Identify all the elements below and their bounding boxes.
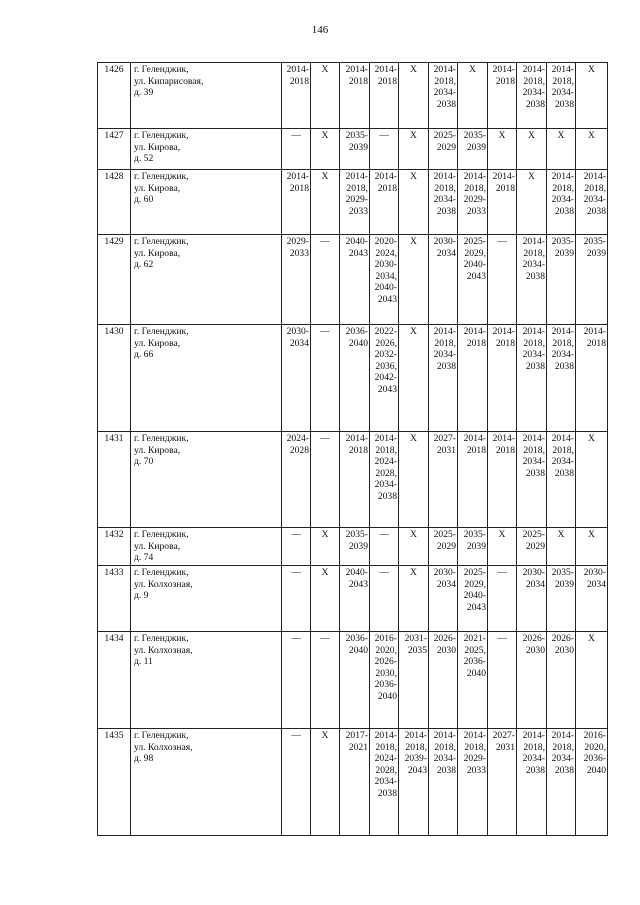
- schedule-cell: —: [370, 566, 399, 632]
- schedule-cell: 2025- 2029, 2040- 2043: [458, 566, 488, 632]
- repair-schedule-table: [97, 62, 608, 836]
- table-body: [98, 63, 608, 836]
- schedule-cell: X: [311, 729, 340, 836]
- schedule-cell: —: [311, 632, 340, 729]
- schedule-cell: X: [399, 566, 429, 632]
- schedule-cell: 2014- 2018, 2034- 2038: [429, 170, 458, 235]
- address-line: д. 74: [134, 552, 154, 564]
- schedule-cell: 2030- 2034: [576, 566, 608, 632]
- address-line: д. 70: [134, 456, 154, 468]
- address-cell: [131, 729, 282, 836]
- schedule-cell: 2014- 2018, 2034- 2038: [547, 63, 576, 129]
- schedule-cell: —: [488, 632, 517, 729]
- address-line: г. Геленджик,: [134, 633, 189, 644]
- schedule-cell: 2014- 2018, 2034- 2038: [547, 729, 576, 836]
- address-cell: [131, 566, 282, 632]
- schedule-cell: X: [399, 432, 429, 528]
- table-row: [98, 632, 608, 729]
- schedule-cell: 2014- 2018, 2029- 2033: [340, 170, 370, 235]
- schedule-cell: 2035- 2039: [547, 235, 576, 325]
- schedule-cell: 2030- 2034: [282, 325, 311, 432]
- page-number: 146: [311, 24, 329, 36]
- address-cell: [131, 632, 282, 729]
- address-line: ул. Кирова,: [134, 444, 181, 456]
- schedule-cell: 2026- 2030: [517, 632, 547, 729]
- schedule-cell: —: [488, 235, 517, 325]
- schedule-cell: 2014- 2018, 2029- 2033: [458, 170, 488, 235]
- schedule-cell: X: [488, 528, 517, 566]
- schedule-cell: —: [282, 729, 311, 836]
- address-line: д. 39: [134, 87, 154, 99]
- schedule-cell: X: [311, 170, 340, 235]
- schedule-cell: 2022- 2026, 2032- 2036, 2042- 2043: [370, 325, 399, 432]
- schedule-cell: 2035- 2039: [458, 129, 488, 170]
- address-line: г. Геленджик,: [134, 326, 189, 337]
- schedule-cell: 2014- 2018: [488, 325, 517, 432]
- schedule-cell: X: [399, 170, 429, 235]
- schedule-cell: 2026- 2030: [429, 632, 458, 729]
- schedule-cell: 2030- 2034: [429, 235, 458, 325]
- address-line: д. 52: [134, 153, 154, 165]
- address-line: г. Геленджик,: [134, 64, 189, 75]
- schedule-cell: 2014- 2018: [282, 170, 311, 235]
- schedule-cell: 2040- 2043: [340, 235, 370, 325]
- schedule-cell: X: [311, 63, 340, 129]
- table-row: [98, 566, 608, 632]
- schedule-cell: 2014- 2018: [576, 325, 608, 432]
- schedule-cell: 2030- 2034: [517, 566, 547, 632]
- schedule-cell: 2040- 2043: [340, 566, 370, 632]
- table-row: [98, 63, 608, 129]
- address-line: г. Геленджик,: [134, 171, 189, 182]
- schedule-cell: 2029- 2033: [282, 235, 311, 325]
- schedule-cell: 2014- 2018, 2034- 2038: [429, 63, 458, 129]
- table-row: [98, 729, 608, 836]
- schedule-cell: 2025- 2029: [429, 528, 458, 566]
- schedule-cell: —: [282, 129, 311, 170]
- schedule-cell: 2027- 2031: [488, 729, 517, 836]
- row-number: 1426: [98, 63, 131, 129]
- schedule-cell: 2014- 2018, 2034- 2038: [517, 63, 547, 129]
- schedule-cell: X: [517, 129, 547, 170]
- address-line: ул. Кирова,: [134, 540, 181, 552]
- address-line: г. Геленджик,: [134, 433, 189, 444]
- schedule-cell: 2024- 2028: [282, 432, 311, 528]
- schedule-cell: X: [399, 63, 429, 129]
- schedule-cell: 2035- 2039: [576, 235, 608, 325]
- schedule-cell: 2014- 2018: [282, 63, 311, 129]
- schedule-cell: 2020- 2024, 2030- 2034, 2040- 2043: [370, 235, 399, 325]
- schedule-cell: —: [282, 632, 311, 729]
- schedule-cell: X: [311, 129, 340, 170]
- table-row: [98, 129, 608, 170]
- schedule-cell: 2014- 2018: [488, 432, 517, 528]
- schedule-cell: 2014- 2018, 2034- 2038: [576, 170, 608, 235]
- schedule-cell: —: [282, 528, 311, 566]
- schedule-cell: —: [311, 325, 340, 432]
- schedule-cell: 2025- 2029, 2040- 2043: [458, 235, 488, 325]
- address-line: д. 11: [134, 656, 153, 668]
- address-line: ул. Кирова,: [134, 141, 181, 153]
- schedule-cell: 2030- 2034: [429, 566, 458, 632]
- address-cell: [131, 325, 282, 432]
- schedule-cell: X: [399, 325, 429, 432]
- schedule-cell: X: [311, 566, 340, 632]
- table-row: [98, 235, 608, 325]
- row-number: 1431: [98, 432, 131, 528]
- schedule-cell: 2014- 2018, 2029- 2033: [458, 729, 488, 836]
- address-line: ул. Кирова,: [134, 247, 181, 259]
- schedule-cell: X: [547, 528, 576, 566]
- schedule-cell: X: [399, 129, 429, 170]
- schedule-cell: 2014- 2018, 2034- 2038: [429, 325, 458, 432]
- address-line: г. Геленджик,: [134, 567, 189, 578]
- schedule-cell: X: [458, 63, 488, 129]
- schedule-cell: X: [311, 528, 340, 566]
- row-number: 1430: [98, 325, 131, 432]
- schedule-cell: X: [576, 528, 608, 566]
- schedule-cell: 2014- 2018: [458, 325, 488, 432]
- table-row: [98, 170, 608, 235]
- schedule-cell: X: [576, 632, 608, 729]
- schedule-cell: 2016- 2020, 2026- 2030, 2036- 2040: [370, 632, 399, 729]
- schedule-cell: X: [576, 432, 608, 528]
- row-number: 1428: [98, 170, 131, 235]
- schedule-cell: 2014- 2018: [488, 170, 517, 235]
- schedule-cell: 2036- 2040: [340, 325, 370, 432]
- schedule-cell: 2014- 2018: [458, 432, 488, 528]
- schedule-cell: 2014- 2018, 2024- 2028, 2034- 2038: [370, 432, 399, 528]
- address-line: д. 62: [134, 259, 154, 271]
- schedule-cell: 2014- 2018, 2034- 2038: [517, 235, 547, 325]
- address-line: ул. Кипарисовая,: [134, 75, 204, 87]
- schedule-cell: 2014- 2018: [370, 63, 399, 129]
- schedule-cell: 2014- 2018, 2024- 2028, 2034- 2038: [370, 729, 399, 836]
- row-number: 1434: [98, 632, 131, 729]
- address-line: г. Геленджик,: [134, 130, 189, 141]
- schedule-cell: 2035- 2039: [547, 566, 576, 632]
- schedule-cell: 2014- 2018, 2039- 2043: [399, 729, 429, 836]
- schedule-cell: X: [576, 63, 608, 129]
- row-number: 1432: [98, 528, 131, 566]
- schedule-cell: 2014- 2018: [340, 63, 370, 129]
- schedule-cell: 2014- 2018, 2034- 2038: [517, 325, 547, 432]
- address-line: д. 98: [134, 753, 154, 765]
- schedule-cell: 2014- 2018, 2034- 2038: [517, 432, 547, 528]
- address-cell: [131, 432, 282, 528]
- schedule-cell: X: [547, 129, 576, 170]
- schedule-cell: 2014- 2018: [340, 432, 370, 528]
- schedule-cell: 2026- 2030: [547, 632, 576, 729]
- address-line: ул. Колхозная,: [134, 578, 193, 590]
- schedule-cell: —: [370, 129, 399, 170]
- schedule-cell: 2035- 2039: [340, 528, 370, 566]
- schedule-cell: 2027- 2031: [429, 432, 458, 528]
- schedule-cell: 2035- 2039: [458, 528, 488, 566]
- row-number: 1427: [98, 129, 131, 170]
- schedule-cell: X: [488, 129, 517, 170]
- row-number: 1433: [98, 566, 131, 632]
- schedule-cell: 2014- 2018, 2034- 2038: [517, 729, 547, 836]
- row-number: 1429: [98, 235, 131, 325]
- address-line: ул. Колхозная,: [134, 644, 193, 656]
- schedule-cell: 2035- 2039: [340, 129, 370, 170]
- address-cell: [131, 170, 282, 235]
- schedule-cell: 2025- 2029: [429, 129, 458, 170]
- schedule-cell: —: [370, 528, 399, 566]
- address-cell: [131, 129, 282, 170]
- schedule-cell: 2014- 2018, 2034- 2038: [547, 170, 576, 235]
- schedule-cell: —: [311, 432, 340, 528]
- row-number: 1435: [98, 729, 131, 836]
- schedule-cell: 2021- 2025, 2036- 2040: [458, 632, 488, 729]
- address-line: ул. Кирова,: [134, 337, 181, 349]
- address-line: г. Геленджик,: [134, 730, 189, 741]
- schedule-cell: 2014- 2018, 2034- 2038: [547, 325, 576, 432]
- address-line: ул. Колхозная,: [134, 741, 193, 753]
- address-line: г. Геленджик,: [134, 529, 189, 540]
- address-line: д. 66: [134, 349, 154, 361]
- schedule-cell: 2014- 2018: [488, 63, 517, 129]
- address-line: д. 60: [134, 194, 154, 206]
- schedule-cell: 2025- 2029: [517, 528, 547, 566]
- table-row: [98, 528, 608, 566]
- schedule-cell: X: [399, 235, 429, 325]
- schedule-cell: X: [399, 528, 429, 566]
- table-row: [98, 325, 608, 432]
- schedule-cell: —: [282, 566, 311, 632]
- schedule-cell: 2014- 2018: [370, 170, 399, 235]
- schedule-cell: 2031- 2035: [399, 632, 429, 729]
- schedule-cell: X: [576, 129, 608, 170]
- schedule-cell: —: [488, 566, 517, 632]
- schedule-cell: 2036- 2040: [340, 632, 370, 729]
- address-cell: [131, 63, 282, 129]
- schedule-cell: —: [311, 235, 340, 325]
- schedule-cell: 2017- 2021: [340, 729, 370, 836]
- address-line: г. Геленджик,: [134, 236, 189, 247]
- table-row: [98, 432, 608, 528]
- schedule-cell: 2014- 2018, 2034- 2038: [429, 729, 458, 836]
- schedule-cell: 2016- 2020, 2036- 2040: [576, 729, 608, 836]
- address-cell: [131, 235, 282, 325]
- address-cell: [131, 528, 282, 566]
- schedule-cell: X: [517, 170, 547, 235]
- address-line: д. 9: [134, 590, 149, 602]
- schedule-cell: 2014- 2018, 2034- 2038: [547, 432, 576, 528]
- address-line: ул. Кирова,: [134, 182, 181, 194]
